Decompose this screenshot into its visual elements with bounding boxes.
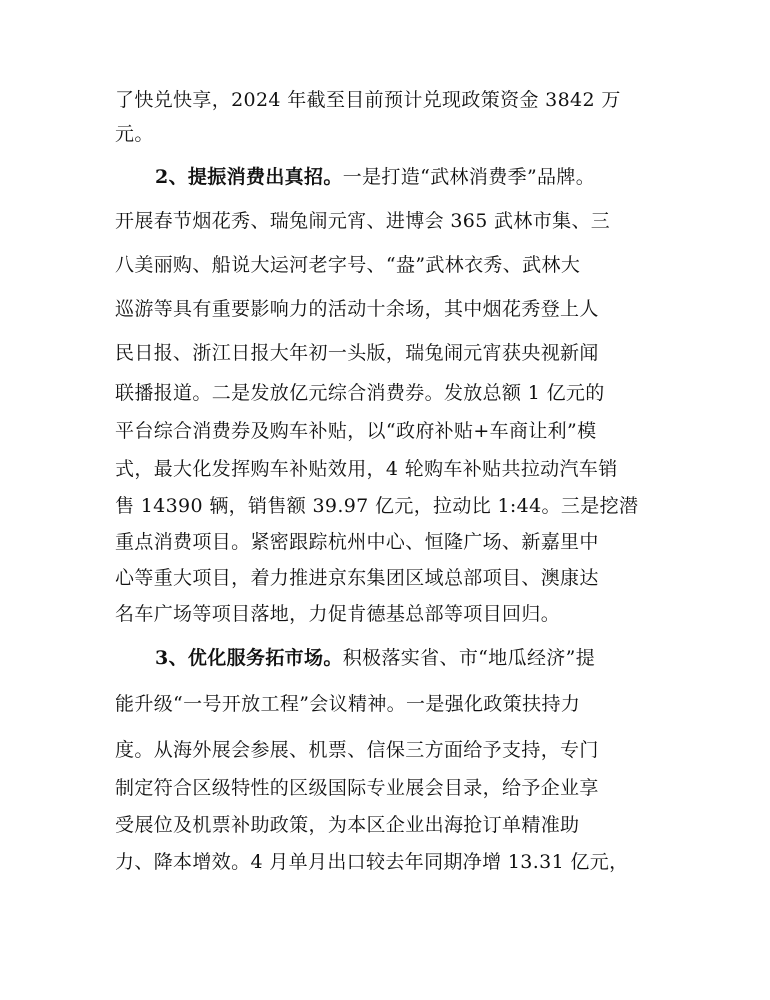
paragraph-line-7: 联播报道。二是发放亿元综合消费券。发放总额 1 亿元的 <box>115 382 605 404</box>
section-3-lead-text: 积极落实省、市“地瓜经济”提 <box>342 647 596 669</box>
paragraph-line-16: 制定符合区级特性的区级国际专业展会目录，给予企业享 <box>115 777 599 799</box>
section-2-heading: 2、提振消费出真招。 <box>155 166 343 188</box>
section-2-lead-text: 一是打造“武林消费季”品牌。 <box>342 166 596 188</box>
paragraph-line-15: 度。从海外展会参展、机票、信保三方面给予支持，专门 <box>115 739 599 761</box>
paragraph-line-1: 了快兑快享，2024 年截至目前预计兑现政策资金 3842 万 <box>115 89 621 111</box>
paragraph-line-10: 售 14390 辆，销售额 39.97 亿元，拉动比 1:44。三是挖潜 <box>115 495 639 517</box>
paragraph-line-18: 力、降本增效。4 月单月出口较去年同期净增 13.31 亿元， <box>115 851 629 873</box>
section-3-first-line <box>155 641 770 675</box>
section-2-first-line <box>155 160 770 194</box>
paragraph-line-6: 民日报、浙江日报大年初一头版，瑞兔闹元宵获央视新闻 <box>115 342 599 364</box>
paragraph-line-9: 式，最大化发挥购车补贴效用，4 轮购车补贴共拉动汽车销 <box>115 458 618 480</box>
paragraph-line-5: 巡游等具有重要影响力的活动十余场，其中烟花秀登上人 <box>115 298 599 320</box>
paragraph-line-14: 能升级“一号开放工程”会议精神。一是强化政策扶持力 <box>115 693 581 715</box>
paragraph-line-17: 受展位及机票补助政策，为本区企业出海抢订单精准助 <box>115 814 580 836</box>
paragraph-line-8: 平台综合消费券及购车补贴，以“政府补贴+车商让利”模 <box>115 420 597 442</box>
paragraph-line-11: 重点消费项目。紧密跟踪杭州中心、恒隆广场、新嘉里中 <box>115 531 599 553</box>
paragraph-line-3: 开展春节烟花秀、瑞兔闹元宵、进博会 365 武林市集、三 <box>115 210 611 232</box>
paragraph-line-13: 名车广场等项目落地，力促肯德基总部等项目回归。 <box>115 603 561 625</box>
paragraph-line-4: 八美丽购、船说大运河老字号、“盎”武林衣秀、武林大 <box>115 254 581 276</box>
section-3-heading: 3、优化服务拓市场。 <box>155 647 343 669</box>
paragraph-line-2: 元。 <box>115 123 154 145</box>
paragraph-line-12: 心等重大项目，着力推进京东集团区域总部项目、澳康达 <box>115 567 599 589</box>
